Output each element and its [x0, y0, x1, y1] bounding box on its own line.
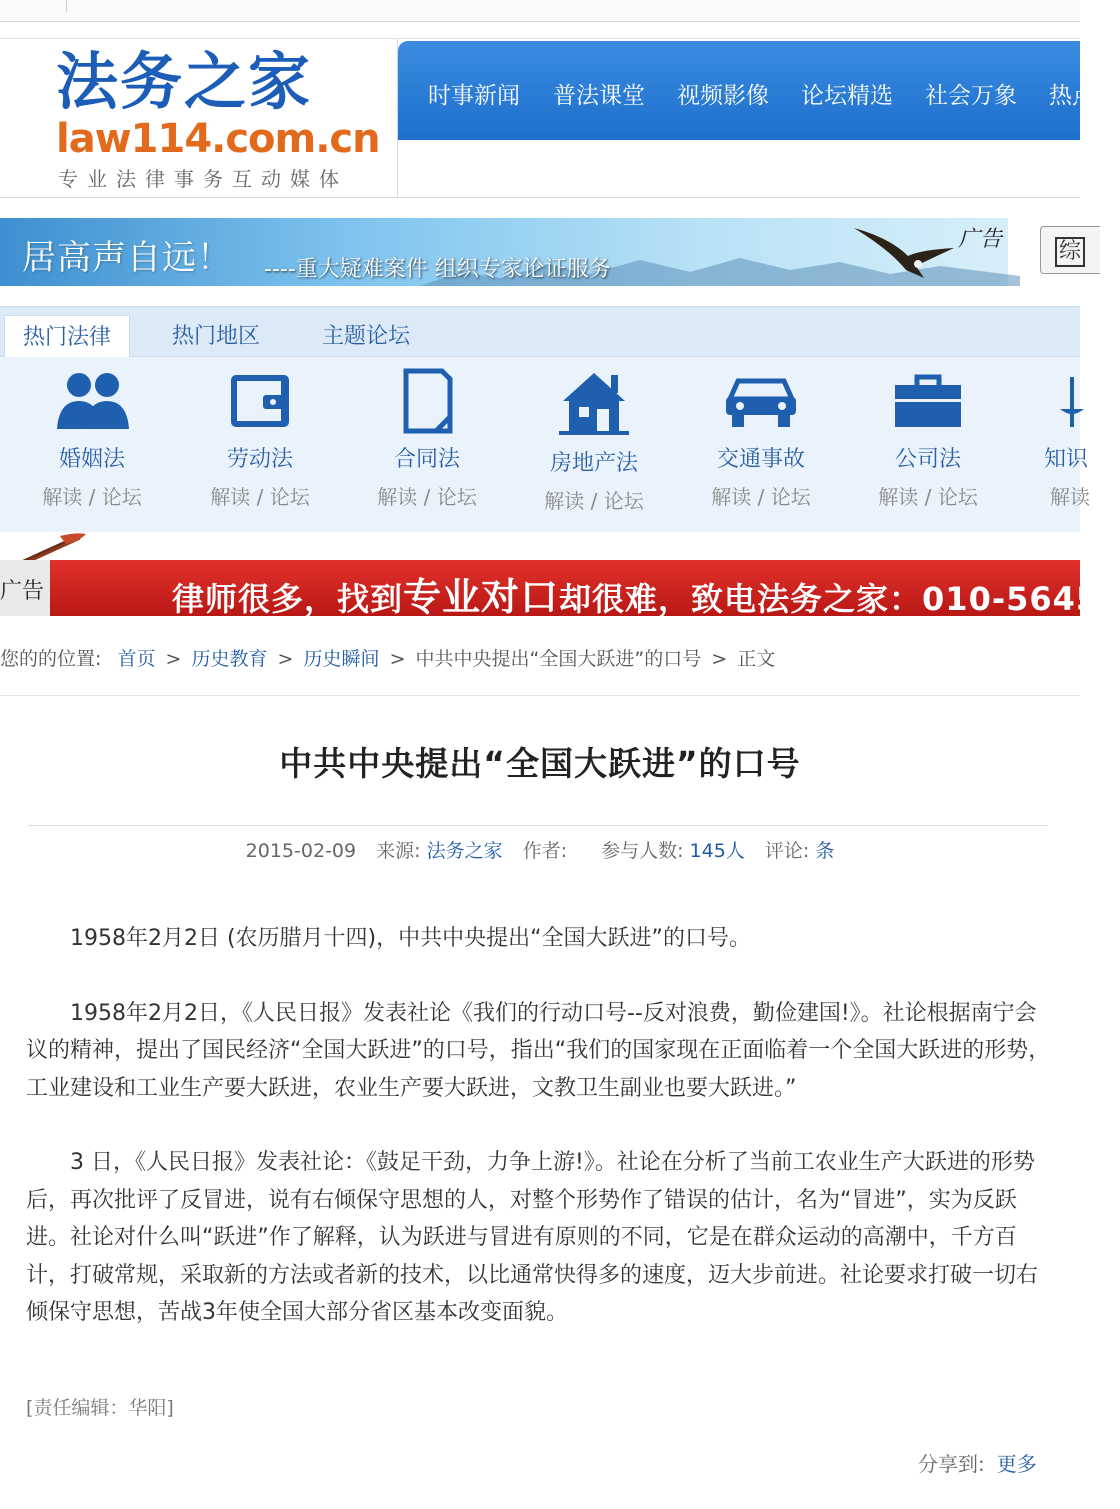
- article-body: [26, 920, 1056, 1369]
- category-name[interactable]: 交通事故: [716, 447, 805, 472]
- participants-count[interactable]: 145人: [689, 840, 745, 862]
- category-tabs: [0, 307, 1080, 357]
- nav-item-forum[interactable]: 论坛精选: [801, 83, 893, 109]
- comments-count[interactable]: 条: [815, 840, 835, 862]
- article-paragraph: 1958年2月2日，《人民日报》发表社论《我们的行动口号--反对浪费，勤俭建国!》。社论根据南宁会议的精神，提出了国民经济“全国大跃进”的口号，指出“我们的国家现在正面临着一个全国大跃进的形势，工业建设和工业生产要大跃进，农业生产要大跃进，文教卫生副业也要大跃进。”: [26, 1000, 1051, 1101]
- ad-label-box: 广告: [0, 560, 50, 616]
- author-label: 作者:: [522, 840, 568, 862]
- category-name[interactable]: 劳动法: [226, 447, 293, 472]
- category-name[interactable]: 知识: [1044, 447, 1089, 472]
- category-links: 解读 / 论坛: [711, 485, 811, 509]
- eagle-icon: [850, 220, 960, 282]
- category-knowledge[interactable]: [1020, 369, 1100, 511]
- tab-hot-laws[interactable]: 热门法律: [4, 315, 130, 357]
- category-panel: [0, 306, 1090, 532]
- category-name[interactable]: 房地产法: [549, 451, 638, 476]
- category-real-estate[interactable]: [519, 369, 669, 515]
- comments-label: 评论:: [764, 840, 810, 862]
- tab-topic-forums[interactable]: 主题论坛: [322, 324, 411, 349]
- category-name[interactable]: 合同法: [393, 447, 460, 472]
- category-links: 解读 / 论坛: [42, 485, 142, 509]
- breadcrumb-end: 正文: [737, 648, 776, 670]
- source-label: 来源:: [376, 840, 421, 862]
- breadcrumb: 您的的位置: 首页 > 历史教育 > 历史瞬间 > 中共中央提出“全国大跃进”的口号 > 正文: [0, 640, 1080, 696]
- category-links: 解读 / 论坛: [377, 485, 477, 509]
- participants-label: 参与人数:: [601, 840, 684, 862]
- title-divider: [28, 825, 1048, 826]
- top-strip: [0, 0, 1080, 22]
- phone-ad-bar[interactable]: [0, 560, 1100, 619]
- breadcrumb-history-moments[interactable]: 历史瞬间: [303, 648, 380, 670]
- category-name[interactable]: 婚姻法: [58, 447, 125, 472]
- ad-label: 广告: [957, 227, 1002, 252]
- category-name[interactable]: 公司法: [894, 447, 961, 472]
- logo-slogan: 专业法律事务互动媒体: [58, 167, 348, 191]
- banner-subline: ----重大疑难案件 组织专家论证服务: [264, 257, 611, 282]
- share-more-link[interactable]: 更多: [996, 1452, 1037, 1476]
- scale-icon: [1060, 369, 1120, 431]
- car-icon: [722, 369, 800, 431]
- site-header: [0, 38, 1095, 198]
- logo-chinese: 法务之家: [56, 45, 313, 118]
- category-labor[interactable]: [185, 369, 335, 511]
- briefcase-icon: [889, 369, 967, 431]
- category-contract[interactable]: [352, 369, 502, 511]
- responsible-editor: [责任编辑：华阳]: [26, 1397, 174, 1419]
- breadcrumb-home[interactable]: 首页: [117, 648, 156, 670]
- banner-ad[interactable]: [0, 218, 1008, 286]
- nav-item-law-class[interactable]: 普法课堂: [553, 83, 645, 109]
- share-label: 分享到:: [918, 1452, 985, 1476]
- banner-headline: 居高声自远！: [22, 238, 232, 278]
- share-bar: [918, 1448, 1037, 1477]
- category-traffic[interactable]: [686, 369, 836, 511]
- category-links: 解读 / 论坛: [210, 485, 310, 509]
- article-meta: [0, 836, 1080, 863]
- category-marriage[interactable]: [17, 369, 167, 511]
- house-icon: [555, 369, 633, 435]
- side-button[interactable]: 综: [1040, 226, 1100, 274]
- article-paragraph: 1958年2月2日 (农历腊月十四)，中共中央提出“全国大跃进”的口号。: [70, 926, 751, 951]
- breadcrumb-prefix: 您的的位置:: [0, 648, 102, 670]
- article-title: 中共中央提出“全国大跃进”的口号: [279, 744, 801, 783]
- people-icon: [53, 369, 131, 431]
- article-source[interactable]: 法务之家: [426, 840, 503, 862]
- nav-item-news[interactable]: 时事新闻: [428, 83, 520, 109]
- category-links: 解读 / 论坛: [878, 485, 978, 509]
- breadcrumb-history-education[interactable]: 历史教育: [191, 648, 268, 670]
- category-links: 解读: [1050, 485, 1090, 509]
- document-icon: [388, 369, 466, 431]
- site-logo[interactable]: [0, 39, 398, 197]
- main-nav: [398, 41, 1095, 140]
- wallet-icon: [221, 369, 299, 431]
- category-links: 解读 / 论坛: [544, 489, 644, 513]
- nav-item-society[interactable]: 社会万象: [925, 83, 1017, 109]
- nav-item-video[interactable]: 视频影像: [677, 83, 769, 109]
- logo-domain: law114.com.cn: [56, 116, 380, 162]
- breadcrumb-current: 中共中央提出“全国大跃进”的口号: [415, 648, 702, 670]
- tab-hot-regions[interactable]: 热门地区: [172, 324, 261, 349]
- nav-item-hot[interactable]: 热点: [1049, 83, 1095, 109]
- category-company[interactable]: [853, 369, 1003, 511]
- article-date: 2015-02-09: [245, 840, 357, 862]
- ad-text: 律师很多，找到专业对口却很难，致电法务之家：010-5645: [172, 575, 1100, 619]
- article-paragraph: 3 日，《人民日报》发表社论：《鼓足干劲，力争上游!》。社论在分析了当前工农业生产大跃进的形势后，再次批评了反冒进，说有右倾保守思想的人，对整个形势作了错误的估计，名为“冒进”，实为反跃进。社论对什么叫“跃进”作了解释，认为跃进与冒进有原则的不同，它是在群众运动的高潮中，千方百计，打破常规，采取新的方法或者新的技术，以比通常快得多的速度，迈大步前进。社论要求打破一切右倾保守思想，苦战3年使全国大部分省区基本改变面貌。: [26, 1150, 1039, 1325]
